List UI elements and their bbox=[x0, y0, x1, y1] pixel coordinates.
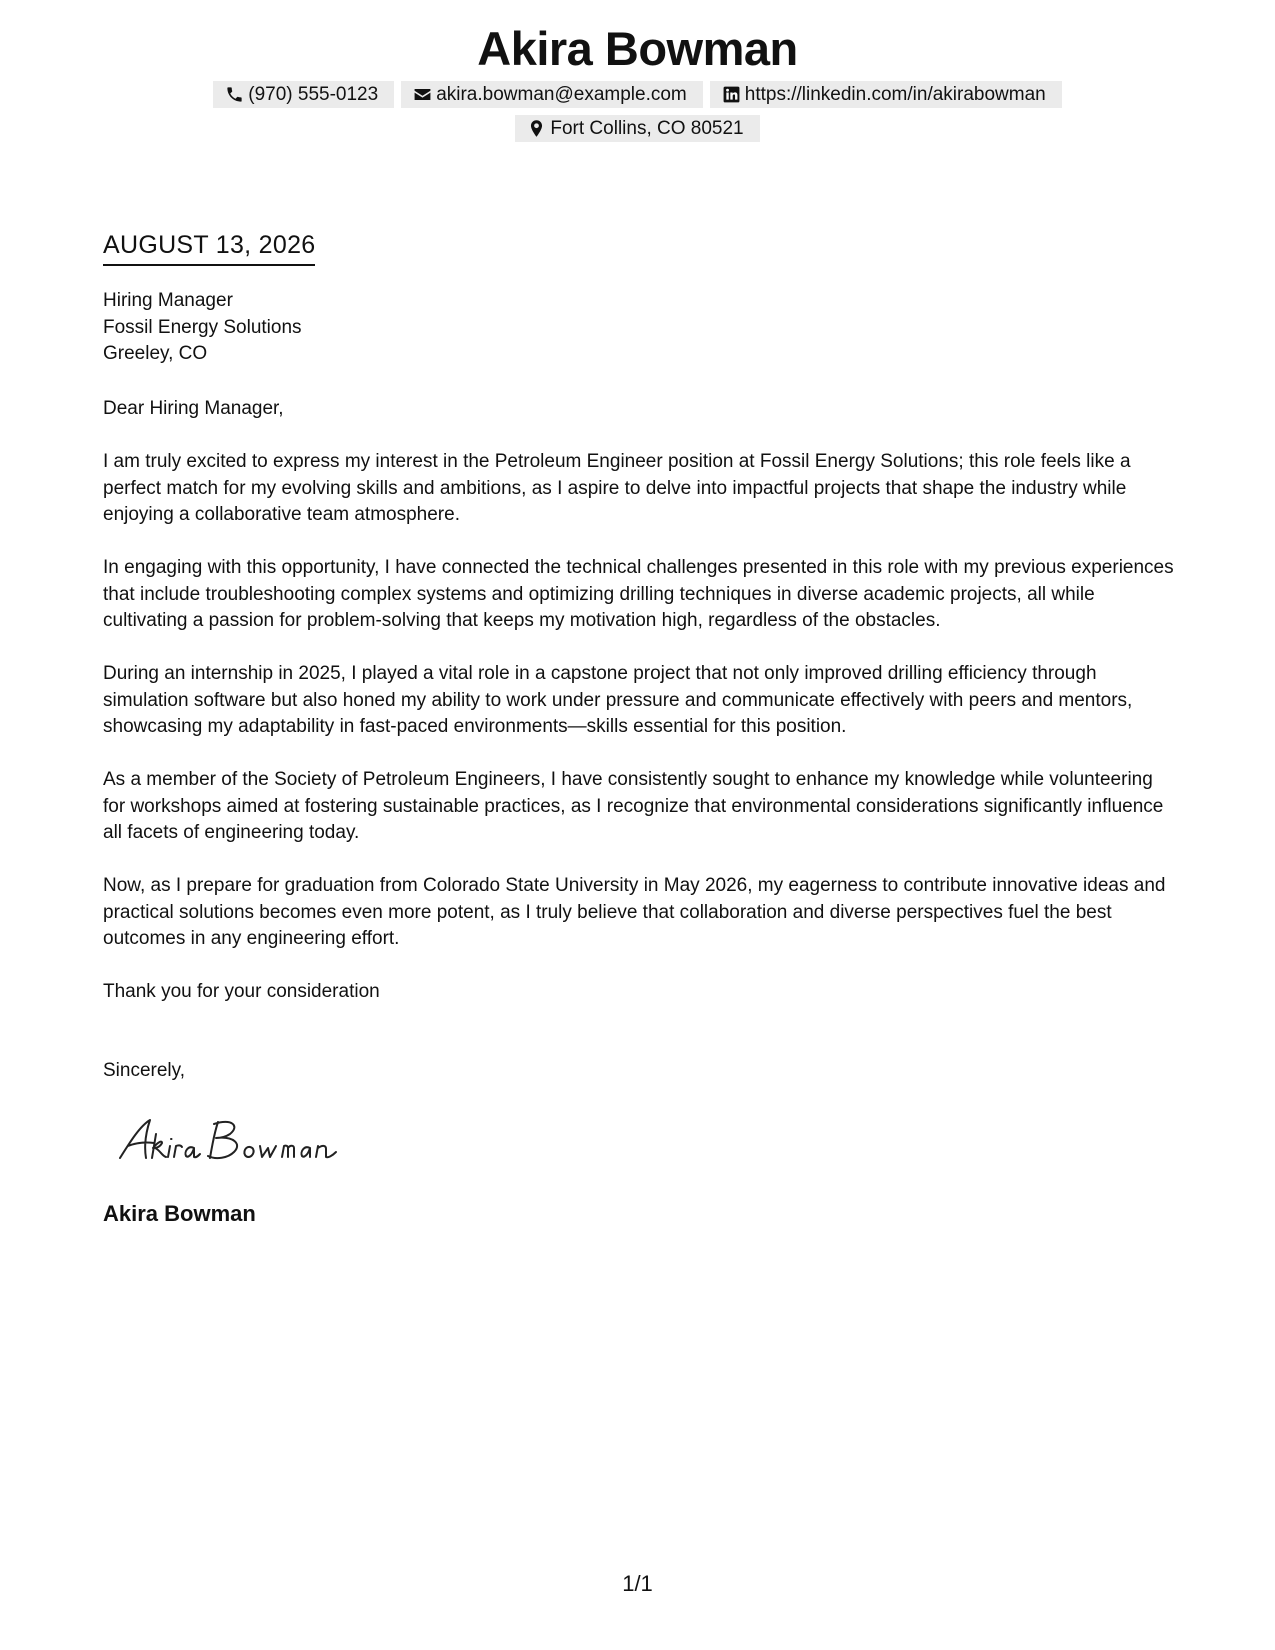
letter-date: AUGUST 13, 2026 bbox=[103, 230, 315, 266]
contact-row-primary bbox=[0, 81, 1275, 108]
recipient-location: Greeley, CO bbox=[103, 343, 208, 364]
body-paragraph: I am truly excited to express my interest in the Petroleum Engineer position at Fossil Energy Solutions; this role feels like a perfect match for my evolving skills and ambitions, as I aspire to delve into impactful projects that shape the industry while enjoying a collaborative team atmosphere. bbox=[103, 451, 1131, 525]
contact-email[interactable] bbox=[401, 81, 703, 108]
letter-header bbox=[0, 0, 1275, 142]
contact-linkedin[interactable] bbox=[710, 81, 1062, 108]
contact-email-text: akira.bowman@example.com bbox=[436, 84, 687, 105]
recipient-block bbox=[103, 288, 1175, 368]
body-paragraph: In engaging with this opportunity, I have connected the technical challenges presented in this role with my previous experiences that include troubleshooting complex systems and optimizing drilling techniques in diverse academic projects, all while cultivating a passion for problem-solving that keeps my motivation high, regardless of the obstacles. bbox=[103, 557, 1174, 631]
contact-linkedin-text: https://linkedin.com/in/akirabowman bbox=[744, 84, 1046, 105]
recipient-title: Hiring Manager bbox=[103, 290, 233, 311]
phone-icon bbox=[225, 85, 244, 104]
linkedin-icon bbox=[722, 85, 741, 104]
closing: Sincerely, bbox=[103, 1060, 186, 1081]
map-pin-icon bbox=[527, 119, 546, 138]
signature-image bbox=[110, 1112, 370, 1170]
contact-phone[interactable] bbox=[213, 81, 394, 108]
applicant-name: Akira Bowman bbox=[477, 22, 798, 75]
handwritten-signature bbox=[110, 1112, 370, 1170]
page-number: 1/1 bbox=[622, 1571, 653, 1596]
contact-location-text: Fort Collins, CO 80521 bbox=[550, 118, 744, 139]
signer-name: Akira Bowman bbox=[103, 1201, 256, 1226]
body-paragraph: As a member of the Society of Petroleum Engineers, I have consistently sought to enhance my knowledge while volunteering for workshops aimed at fostering sustainable practices, as I recognize that environmental considerations significantly influence all facets of engineering today. bbox=[103, 769, 1164, 843]
thank-you-line: Thank you for your consideration bbox=[103, 981, 380, 1002]
letter-body bbox=[103, 449, 1175, 1032]
contact-row-secondary bbox=[0, 115, 1275, 142]
recipient-company: Fossil Energy Solutions bbox=[103, 316, 302, 338]
salutation: Dear Hiring Manager, bbox=[103, 398, 284, 419]
contact-phone-text: (970) 555-0123 bbox=[248, 84, 379, 105]
body-paragraph: During an internship in 2025, I played a vital role in a capstone project that not only improved drilling efficiency through simulation software but also honed my ability to work under pressure and communicate effectively with peers and mentors, showcasing my adaptability in fast-paced environments—skills essential for this position. bbox=[103, 663, 1133, 737]
contact-location bbox=[515, 115, 759, 142]
body-paragraph: Now, as I prepare for graduation from Colorado State University in May 2026, my eagerness to contribute innovative ideas and practical solutions becomes even more potent, as I truly believe that collaboration and diverse perspectives fuel the best outcomes in any engineering effort. bbox=[103, 875, 1166, 949]
envelope-icon bbox=[413, 85, 432, 104]
